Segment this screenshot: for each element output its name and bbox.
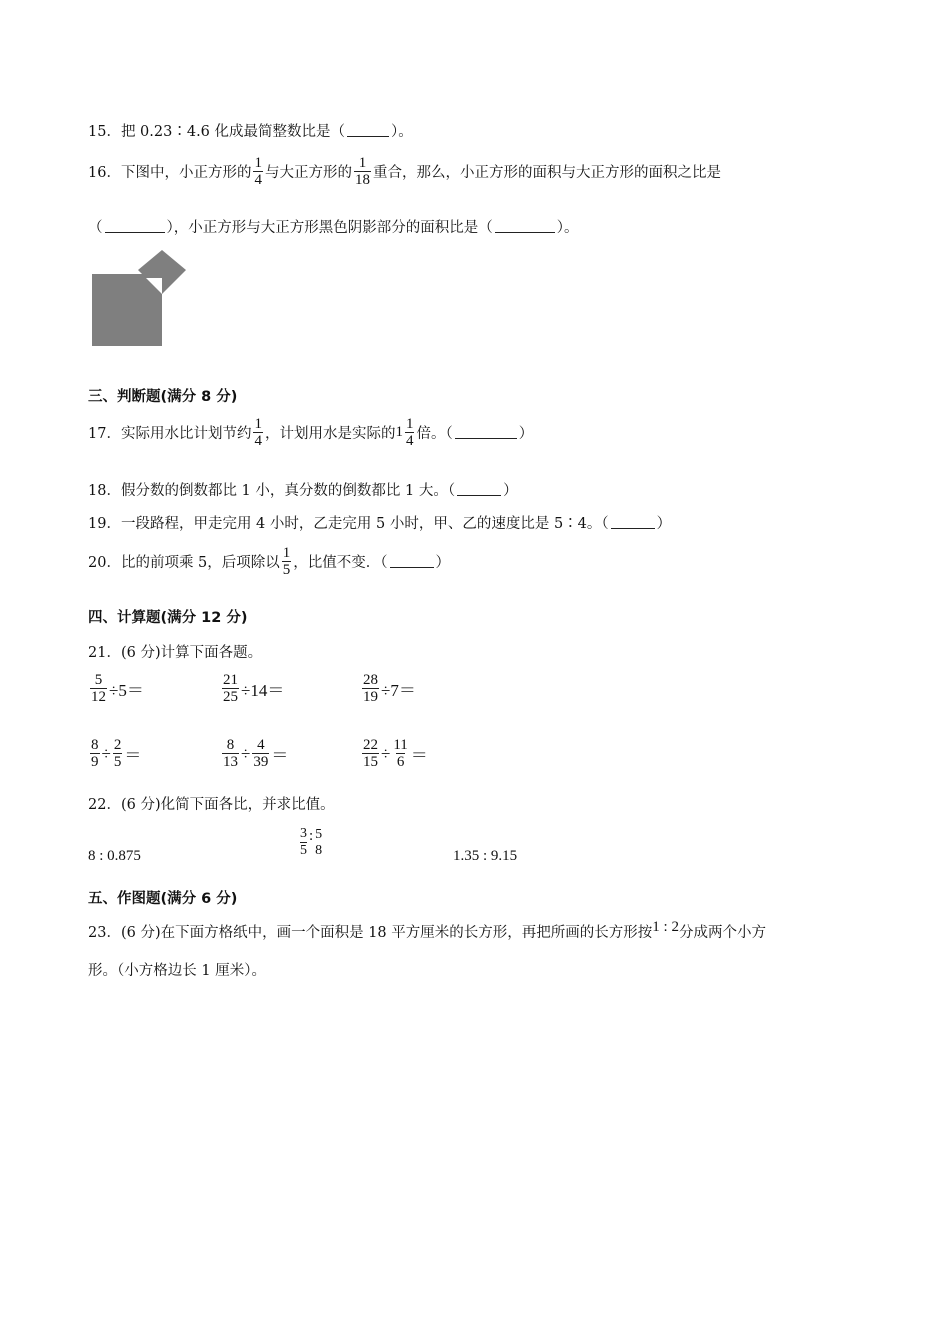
fraction (222, 672, 239, 705)
fraction (252, 737, 269, 770)
ratio-expression: 1.35 : 9.15 (453, 848, 518, 864)
numerator: 1 (254, 155, 262, 171)
question-text: 假分数的倒数都比 1 小，真分数的倒数都比 1 大。（ (120, 483, 456, 499)
answer-blank[interactable] (390, 555, 434, 568)
question-number: 16． (88, 165, 121, 181)
fraction (90, 737, 100, 770)
section-heading-drawing: 五、作图题(满分 6 分) (88, 891, 238, 907)
question-number: 20． (88, 555, 121, 571)
fraction (315, 827, 322, 859)
calc-expression (88, 672, 144, 705)
equals-sign: ＝ (410, 746, 428, 765)
numerator: 5 (315, 827, 323, 842)
numerator: 21 (223, 672, 238, 688)
question-text: (6 分)在下面方格纸中，画一个面积是 18 平方厘米的长方形，再把所画的长方形按 (120, 925, 653, 941)
section-heading-calculation: 四、计算题(满分 12 分) (88, 610, 248, 626)
question-19 (88, 512, 671, 533)
denominator: 5 (300, 843, 307, 858)
operator: ÷7＝ (381, 681, 416, 700)
ratio-value: 1 : 2 (652, 919, 679, 935)
denominator: 4 (254, 433, 262, 449)
denominator: 39 (253, 754, 269, 770)
calc-expression (220, 737, 288, 770)
fraction (90, 672, 107, 705)
fraction (392, 737, 408, 770)
numerator: 1 (254, 416, 262, 432)
numerator: 2 (113, 737, 122, 753)
denominator: 25 (223, 689, 238, 705)
question-number: 21． (88, 645, 121, 661)
answer-blank[interactable] (347, 124, 389, 137)
question-23-line-2: 形。（小方格边长 1 厘米）。 (88, 963, 266, 979)
mixed-number-whole: 1 (395, 424, 403, 440)
paren-open: （ (88, 220, 103, 236)
fraction (253, 155, 263, 188)
question-number: 15． (88, 124, 121, 140)
question-17 (88, 416, 533, 449)
question-text-end: ） (518, 426, 534, 442)
denominator: 9 (91, 754, 99, 770)
question-number: 19． (88, 516, 121, 532)
fraction (282, 545, 292, 578)
fraction (405, 416, 415, 449)
answer-blank[interactable] (495, 220, 555, 233)
question-number: 18． (88, 483, 121, 499)
fraction (362, 737, 379, 770)
question-text: 倍。（ (416, 426, 453, 442)
answer-blank[interactable] (611, 516, 655, 529)
operator: ÷ (241, 743, 251, 763)
question-text: 分成两个小方 (678, 925, 766, 941)
denominator: 18 (354, 172, 370, 188)
question-text: ，比值不变．（ (293, 555, 388, 571)
section-heading-judgement: 三、判断题(满分 8 分) (88, 389, 238, 405)
fraction (300, 826, 307, 859)
question-number: 17． (88, 426, 121, 442)
numerator: 5 (94, 672, 103, 688)
large-square (92, 274, 162, 346)
equals-sign: ＝ (271, 746, 289, 765)
fraction (222, 737, 239, 770)
question-21 (88, 641, 262, 662)
operator: ÷14＝ (241, 681, 285, 700)
answer-blank[interactable] (455, 426, 517, 439)
question-text: 重合，那么，小正方形的面积与大正方形的面积之比是 (372, 165, 721, 181)
numerator: 4 (257, 737, 265, 753)
numerator: 1 (358, 155, 367, 171)
numerator: 28 (363, 672, 378, 688)
question-text-end: ）。 (391, 124, 413, 140)
question-text: 下图中，小正方形的 (120, 165, 252, 181)
question-text: 一段路程，甲走完用 4 小时，乙走完用 5 小时，甲、乙的速度比是 5∶4。（ (120, 516, 609, 532)
ratio-expression (300, 826, 322, 859)
question-20 (88, 545, 450, 578)
question-text: 把 0.23∶4.6 化成最简整数比是（ (120, 124, 346, 140)
denominator: 5 (113, 754, 122, 770)
calc-expression (360, 737, 428, 770)
denominator: 8 (315, 843, 323, 858)
calc-expression (220, 672, 284, 705)
answer-blank[interactable] (105, 220, 165, 233)
question-text: (6 分)计算下面各题。 (120, 645, 263, 661)
denominator: 4 (254, 172, 262, 188)
fraction (113, 737, 123, 770)
denominator: 13 (223, 754, 238, 770)
denominator: 19 (363, 689, 378, 705)
numerator: 1 (405, 416, 414, 432)
question-23 (88, 921, 766, 942)
numerator: 1 (282, 545, 291, 561)
operator: ÷ (381, 743, 391, 763)
question-text-end: ） (435, 555, 451, 571)
denominator: 5 (282, 562, 291, 578)
ratio-expression: 8 : 0.875 (88, 848, 141, 864)
numerator: 3 (300, 826, 307, 841)
equals-sign: ＝ (124, 746, 142, 765)
squares-figure (90, 248, 190, 348)
question-16-line-2 (88, 216, 579, 237)
answer-blank[interactable] (457, 483, 501, 496)
question-text-end: ） (656, 516, 672, 532)
question-number: 23． (88, 925, 121, 941)
question-text-end: ） (503, 483, 518, 499)
question-text: ，计划用水是实际的 (264, 426, 396, 442)
question-16 (88, 155, 721, 188)
numerator: 11 (393, 737, 408, 753)
denominator: 4 (405, 433, 414, 449)
question-text-end: ）。 (556, 220, 579, 236)
fraction (253, 416, 263, 449)
question-22 (88, 793, 335, 814)
denominator: 12 (91, 689, 106, 705)
operator: ÷5＝ (109, 681, 144, 700)
numerator: 8 (226, 737, 235, 753)
numerator: 22 (363, 737, 378, 753)
question-text: 实际用水比计划节约 (120, 426, 252, 442)
question-text: 与大正方形的 (264, 165, 352, 181)
numerator: 8 (91, 737, 99, 753)
question-text: ），小正方形与大正方形黑色阴影部分的面积比是（ (166, 220, 493, 236)
fraction (354, 155, 371, 188)
denominator: 15 (363, 754, 378, 770)
calc-expression (360, 672, 416, 705)
denominator: 6 (396, 754, 405, 770)
fraction (362, 672, 379, 705)
calc-expression (88, 737, 141, 770)
question-text: (6 分)化简下面各比，并求比值。 (120, 797, 335, 813)
question-number: 22． (88, 797, 121, 813)
ratio-colon: : (309, 828, 314, 844)
question-text: 比的前项乘 5，后项除以 (120, 555, 280, 571)
operator: ÷ (101, 743, 111, 763)
question-18 (88, 479, 518, 500)
question-15 (88, 120, 413, 141)
